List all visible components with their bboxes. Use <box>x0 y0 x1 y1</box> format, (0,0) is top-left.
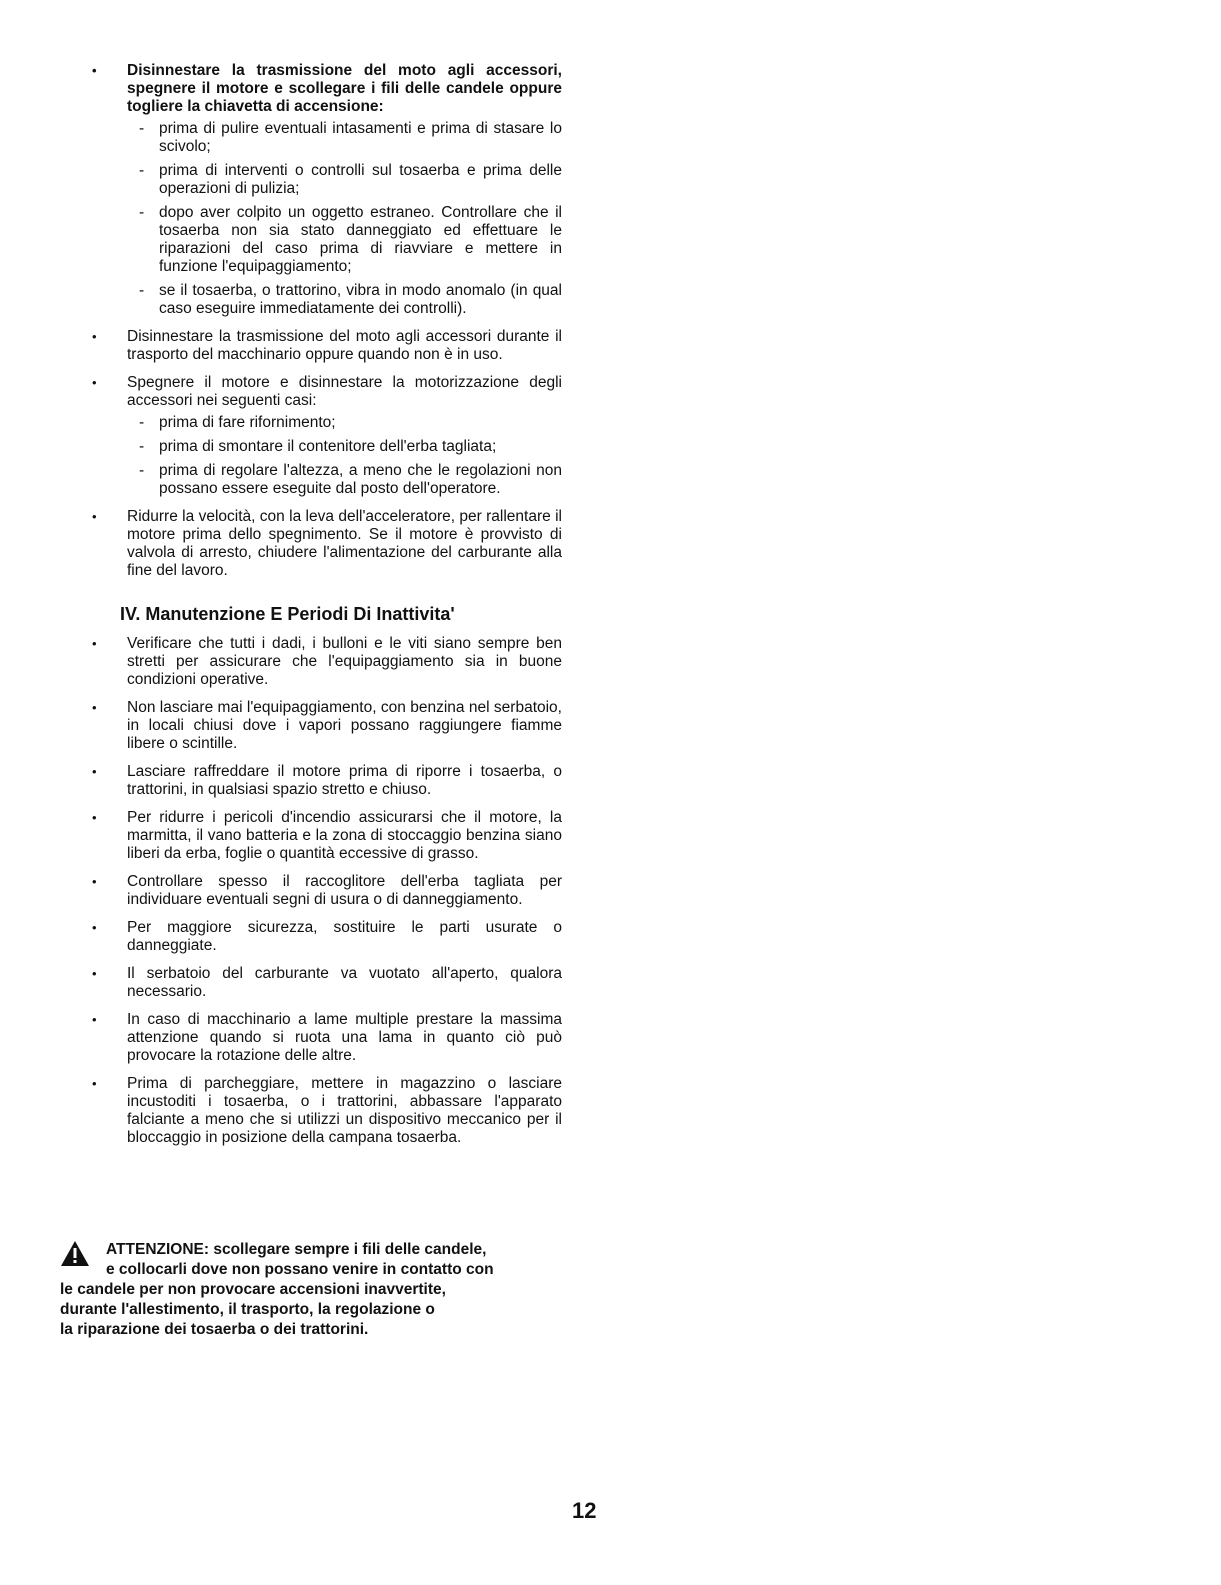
bullet-text: Prima di parcheggiare, mettere in magazzino o lasciare incustoditi i tosaerba, o i trattorini, abbassare l'apparato falciante a meno che si utilizzi un dispositivo meccanico per il bloccaggio in posizione della campana tosaerba. <box>127 1075 562 1146</box>
sub-item: - prima di fare rifornimento; <box>127 414 562 432</box>
bullet-item <box>92 1075 562 1147</box>
bullet-text: Lasciare raffreddare il motore prima di riporre i tosaerba, o trattorini, in qualsiasi spazio stretto e chiuso. <box>127 763 562 798</box>
bullet-text: Per maggiore sicurezza, sostituire le parti usurate o danneggiate. <box>127 919 562 954</box>
sub-item: - prima di interventi o controlli sul tosaerba e prima delle operazioni di pulizia; <box>127 162 562 198</box>
warning-block <box>60 1240 540 1340</box>
bullet-item <box>92 965 562 1001</box>
bullet-text: Disinnestare la trasmissione del moto agli accessori, spegnere il motore e scollegare i fili delle candele oppure togliere la chiavetta di accensione: <box>127 62 562 115</box>
bullet-item <box>92 374 562 498</box>
bullet-item <box>92 1011 562 1065</box>
bullet-item <box>92 328 562 364</box>
sub-item: - dopo aver colpito un oggetto estraneo. Controllare che il tosaerba non sia stato danneggiato ed effettuare le riparazioni del caso prima di riavviare e mettere in funzione l'equipaggiamento; <box>127 204 562 276</box>
bullet-item <box>92 763 562 799</box>
bullet-text: Per ridurre i pericoli d'incendio assicurarsi che il motore, la marmitta, il vano batteria e la zona di stoccaggio benzina siano liberi da erba, foglie o quantità eccessive di grasso. <box>127 809 562 862</box>
bullet-text: Spegnere il motore e disinnestare la motorizzazione degli accessori nei seguenti casi: <box>127 374 562 409</box>
sub-list <box>127 120 562 318</box>
warning-line: e collocarli dove non possano venire in contatto con <box>106 1261 494 1278</box>
bullet-item <box>92 62 562 318</box>
bullet-item <box>92 635 562 689</box>
warning-line: durante l'allestimento, il trasporto, la regolazione o <box>60 1301 435 1318</box>
sub-item: - prima di pulire eventuali intasamenti e prima di stasare lo scivolo; <box>127 120 562 156</box>
bullet-item <box>92 508 562 580</box>
bullet-item <box>92 809 562 863</box>
sub-item: - prima di smontare il contenitore dell'erba tagliata; <box>127 438 562 456</box>
bullet-text: Controllare spesso il raccoglitore dell'erba tagliata per individuare eventuali segni di usura o di danneggiamento. <box>127 873 562 908</box>
bullet-item <box>92 873 562 909</box>
section-heading: IV. Manutenzione E Periodi Di Inattivita' <box>120 604 455 624</box>
warning-triangle-icon <box>60 1240 90 1267</box>
bullet-text: Il serbatoio del carburante va vuotato all'aperto, qualora necessario. <box>127 965 562 1000</box>
sub-item: - se il tosaerba, o trattorino, vibra in modo anomalo (in qual caso eseguire immediatamente dei controlli). <box>127 282 562 318</box>
page-number: 12 <box>572 1498 597 1523</box>
warning-text <box>60 1240 540 1340</box>
bullet-item <box>92 919 562 955</box>
bullet-text: In caso di macchinario a lame multiple prestare la massima attenzione quando si ruota una lama in quanto ciò può provocare la rotazione delle altre. <box>127 1011 562 1064</box>
text-column <box>92 62 562 1157</box>
warning-line: ATTENZIONE: scollegare sempre i fili delle candele, <box>106 1241 487 1258</box>
warning-line: le candele per non provocare accensioni inavvertite, <box>60 1281 446 1298</box>
sub-list <box>127 414 562 498</box>
bullet-text: Disinnestare la trasmissione del moto agli accessori durante il trasporto del macchinario oppure quando non è in uso. <box>127 328 562 363</box>
warning-line: la riparazione dei tosaerba o dei trattorini. <box>60 1321 369 1338</box>
bullet-text: Ridurre la velocità, con la leva dell'acceleratore, per rallentare il motore prima dello spegnimento. Se il motore è provvisto di valvola di arresto, chiudere l'alimentazione del carburante alla fine del lavoro. <box>127 508 562 579</box>
bullet-item <box>92 699 562 753</box>
bullet-text: Verificare che tutti i dadi, i bulloni e le viti siano sempre ben stretti per assicurare che l'equipaggiamento sia in buone condizioni operative. <box>127 635 562 688</box>
sub-item: - prima di regolare l'altezza, a meno che le regolazioni non possano essere eseguite dal posto dell'operatore. <box>127 462 562 498</box>
bullet-text: Non lasciare mai l'equipaggiamento, con benzina nel serbatoio, in locali chiusi dove i vapori possano raggiungere fiamme libere o scintille. <box>127 699 562 752</box>
